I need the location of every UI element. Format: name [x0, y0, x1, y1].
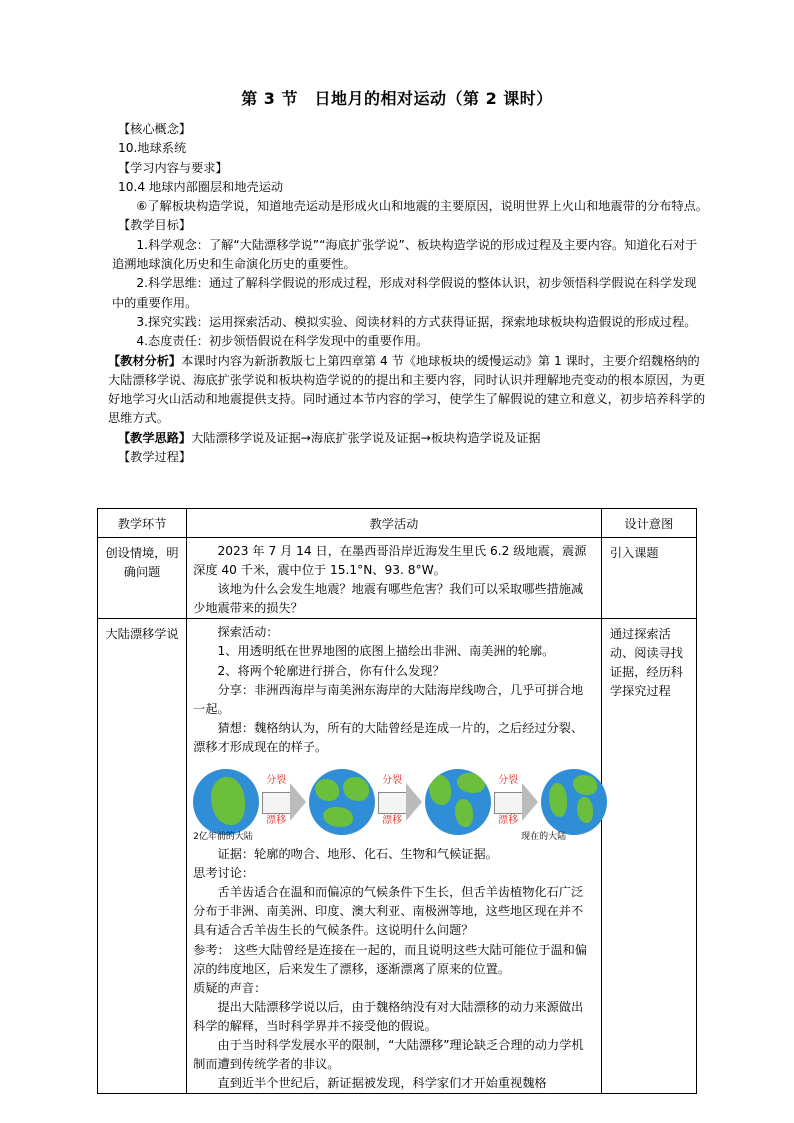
goal-item: 3.探究实践：运用探索活动、模拟实验、阅读材料的方式获得证据，探索地球板块构造假说的形成过程。 [136, 314, 697, 329]
goals-heading: 【教学目标】 [118, 218, 192, 233]
goal-item: 4.态度责任：初步领悟假说在科学发现中的重要作用。 [136, 334, 429, 349]
globe-drifting-image [425, 769, 491, 835]
arrow-icon [494, 775, 538, 827]
arrow-label-split: 分裂 [266, 775, 287, 787]
analysis-text: 本课时内容为新浙教版七上第四章第 4 节《地球板块的缓慢运动》第 1 课时，主要介绍魏格纳的大陆漂移学说、海底扩张学说和板块构造学说的的提出和主要内容，同时认识并理解地壳变动的根本原因，为更好地学习火山活动和地震提供支持。同时通过本节内容的学习，使学生了解假说的建立和意义，初步培养科学的思维方式。 [108, 353, 706, 426]
header-stage: 教学环节 [98, 509, 187, 538]
activity-line: 质疑的声音： [193, 980, 267, 995]
header-activity: 教学活动 [187, 509, 602, 538]
activity-line: 该地为什么会发生地震？地震有哪些危害？我们可以采取哪些措施减少地震带来的损失？ [193, 582, 584, 616]
activity-line: 1、用透明纸在世界地图的底图上描绘出非洲、南美洲的轮廓。 [217, 644, 555, 659]
caption-past: 2亿年前的大陆 [193, 831, 253, 842]
caption-present: 现在的大陆 [521, 831, 567, 842]
arrow-icon [262, 775, 306, 827]
core-concept-heading: 【核心概念】 [118, 122, 192, 136]
activity-line: 猜想：魏格纳认为，所有的大陆曾经是连成一片的，之后经过分裂、漂移才形成现在的样子。 [193, 720, 584, 754]
requirements-item: 10.4 地球内部圈层和地壳运动 [118, 179, 284, 194]
arrow-label-split: 分裂 [382, 775, 403, 787]
analysis-label: 【教材分析】 [108, 353, 182, 368]
core-concept-item: 10.地球系统 [118, 141, 187, 156]
globe-present-image [541, 769, 607, 835]
activity-cell [187, 538, 602, 619]
arrow-icon [378, 775, 422, 827]
header-intent: 设计意图 [601, 509, 696, 538]
activity-line: 由于当时科学发展水平的限制，“大陆漂移”理论缺乏合理的动力学机制而遭到传统学者的非议。 [193, 1037, 584, 1072]
globe-breakup-image [309, 769, 375, 835]
activity-line: 2023 年 7 月 14 日，在墨西哥沿岸近海发生里氏 6.2 级地震，震源深度 40 千米，震中位于 15.1°N、93. 8°W。 [193, 544, 587, 578]
approach-paragraph [112, 429, 708, 448]
requirements-heading: 【学习内容与要求】 [118, 160, 228, 175]
intent-cell: 引入课题 [601, 538, 696, 619]
continental-drift-figure [193, 761, 595, 843]
arrow-label-split: 分裂 [498, 775, 519, 787]
activity-line: 探索活动： [217, 625, 279, 640]
stage-cell: 创设情境，明确问题 [98, 538, 187, 619]
activity-line: 参考： 这些大陆曾经是连接在一起的，而且说明这些大陆可能位于温和偏凉的纬度地区，后来发生了漂移，逐渐漂离了原来的位置。 [193, 942, 588, 976]
globe-pangaea-image [193, 769, 259, 835]
activity-line: 分享：非洲西海岸与南美洲东海岸的大陆海岸线吻合，几乎可拼合地一起。 [193, 682, 584, 716]
analysis-paragraph [108, 352, 708, 429]
activity-cell [187, 619, 602, 1094]
table-header-row [98, 509, 697, 538]
activity-line: 舌羊齿适合在温和而偏凉的气候条件下生长，但舌羊齿植物化石广泛分布于非洲、南美洲、印度、澳大利亚、南极洲等地，这些地区现在并不具有适合舌羊齿生长的气候条件。这说明什么问题？ [193, 885, 584, 938]
activity-line: 直到近半个世纪后，新证据被发现，科学家们才开始重视魏格 [217, 1076, 547, 1091]
process-heading: 【教学过程】 [118, 450, 192, 465]
goal-item: 2.科学思维：通过了解科学假说的形成过程，形成对科学假说的整体认识，初步领悟科学假说在科学发现中的重要作用。 [112, 276, 697, 310]
table-row [98, 619, 697, 1094]
requirements-detail: ⑥了解板块构造学说，知道地壳运动是形成火山和地震的主要原因，说明世界上火山和地震带的分布特点。 [136, 199, 708, 214]
approach-label: 【教学思路】 [118, 430, 192, 445]
table-row [98, 538, 697, 619]
activity-line: 提出大陆漂移学说以后，由于魏格纳没有对大陆漂移的动力来源做出科学的解释，当时科学界并不接受他的假说。 [193, 999, 584, 1033]
page-title: 第 3 节 日地月的相对运动（第 2 课时） [241, 89, 553, 108]
goal-item: 1.科学观念：了解“大陆漂移学说”“海底扩张学说”、板块构造学说的形成过程及主要内容。知道化石对于追溯地球演化历史和生命演化历史的重要性。 [112, 237, 698, 272]
arrow-label-drift: 漂移 [498, 815, 519, 827]
teaching-process-table [97, 508, 697, 1094]
activity-line: 思考讨论： [193, 866, 255, 881]
approach-text: 大陆漂移学说及证据→海底扩张学说及证据→板块构造学说及证据 [191, 430, 541, 445]
arrow-label-drift: 漂移 [382, 815, 403, 827]
stage-cell: 大陆漂移学说 [98, 619, 187, 1094]
arrow-label-drift: 漂移 [266, 815, 287, 827]
activity-line: 2、将两个轮廓进行拼合，你有什么发现？ [217, 663, 445, 678]
intent-cell: 通过探索活动、阅读寻找证据，经历科学探究过程 [601, 619, 696, 1094]
activity-line: 证据：轮廓的吻合、地形、化石、生物和气候证据。 [217, 847, 498, 862]
lesson-body [108, 120, 708, 467]
